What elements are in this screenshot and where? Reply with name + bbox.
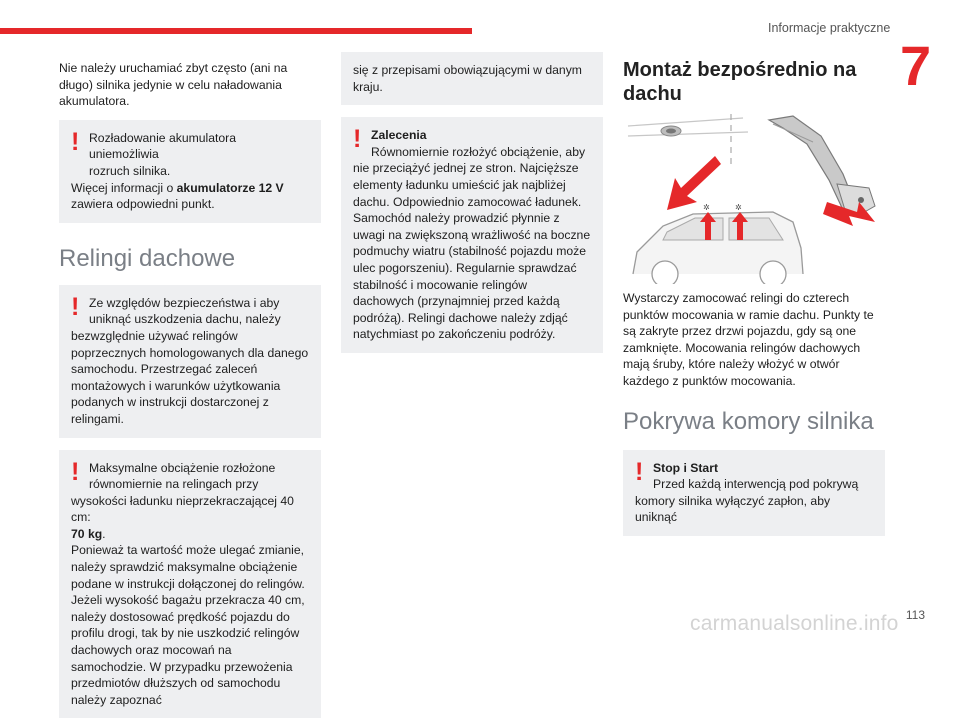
warning-text-line: Przed każdą interwencją pod pokrywą (635, 476, 873, 493)
title-line: dachu (623, 83, 682, 105)
header-red-bar (0, 28, 472, 34)
title-line: Montaż bezpośrednio na (623, 59, 856, 81)
warning-bold-text: akumulatorze 12 V (177, 181, 284, 195)
section-title-roof-rails: Relingi dachowe (59, 245, 321, 273)
svg-text:✲: ✲ (735, 203, 742, 212)
warning-box-continued (341, 52, 603, 105)
column-2 (341, 52, 603, 353)
warning-exclamation-icon: ! (71, 295, 79, 319)
roof-mount-illustration (623, 114, 885, 284)
warning-box-stop-start (623, 450, 885, 536)
warning-text: się z przepisami obowiązującymi w danym kraju. (353, 63, 582, 94)
warning-title: Stop i Start (635, 460, 873, 477)
recommendations-title: Zalecenia (353, 127, 591, 144)
warning-text: nie przeciążyć jednej ze stron. Najcięższe elementy ładunku umieścić jak najbliżej dachu. Odpowiednio zamocować ładunek. Samochód należy prowadzić płynnie z uwagi na zwiększoną wrażliwość na boczne podmuchy wiatru (stabilność pojazdu może ulec pogorszeniu). Regularnie sprawdzać stabilność i mocowanie relingów dachowych (przynajmniej przed każdą podróżą). Relingi dachowe należy zdjąć natychmiast po zakończeniu podróży. (353, 161, 590, 341)
warning-text: bezwzględnie używać relingów poprzecznych homologowanych dla danego samochodu. Przestrzegać zaleceń montażowych i warunków użytkowania podanych w instrukcji dostarczonej z relingami. (71, 329, 308, 426)
warning-text-line: Równomiernie rozłożyć obciążenie, aby (353, 144, 591, 161)
warning-text: wysokości ładunku nieprzekraczającej 40 cm: (71, 494, 294, 525)
watermark: carmanualsonline.info (690, 612, 899, 636)
warning-text: Ponieważ ta wartość może ulegać zmianie, należy sprawdzić maksymalne obciążenie podane w instrukcji dołączonej do relingów. Jeżeli wysokość bagażu przekracza 40 cm, należy dostosować prędkość pojazdu do profilu drogi, tak by nie uszkodzić relingów dachowych oraz mocowań na samochodzie. W przypadku przewożenia przedmiotów dłuższych od samochodu należy zapoznać (71, 543, 305, 706)
intro-paragraph: Nie należy uruchamiać zbyt często (ani na długo) silnika jedynie w celu naładowania akumulatora. (59, 60, 321, 110)
warning-text: . (102, 527, 105, 541)
warning-exclamation-icon: ! (353, 127, 361, 151)
header-title: Informacje praktyczne (768, 21, 890, 35)
warning-text-line: Ze względów bezpieczeństwa i aby (71, 295, 309, 312)
section-title-direct-mount (623, 58, 885, 106)
warning-box-max-load (59, 450, 321, 718)
max-load-value: 70 kg (71, 527, 102, 541)
warning-text: Więcej informacji o (71, 181, 177, 195)
warning-text-line: równomiernie na relingach przy (71, 476, 309, 493)
section-title-bonnet: Pokrywa komory silnika (623, 408, 885, 436)
warning-exclamation-icon: ! (71, 460, 79, 484)
svg-text:✲: ✲ (703, 203, 710, 212)
warning-exclamation-icon: ! (635, 460, 643, 484)
warning-exclamation-icon: ! (71, 130, 79, 154)
recommendations-box (341, 117, 603, 353)
column-1 (59, 60, 321, 718)
chapter-number: 7 (900, 38, 931, 94)
column-3 (623, 58, 885, 536)
warning-text: zawiera odpowiedni punkt. (71, 197, 215, 211)
warning-box-safety (59, 285, 321, 438)
warning-text-line: uniknąć uszkodzenia dachu, należy (71, 311, 309, 328)
warning-text-line: Maksymalne obciążenie rozłożone (71, 460, 309, 477)
warning-text-line: Rozładowanie akumulatora uniemożliwia (71, 130, 309, 163)
warning-text: komory silnika wyłączyć zapłon, aby uniknąć (635, 494, 830, 525)
page-number: 113 (906, 608, 925, 622)
direct-mount-paragraph: Wystarczy zamocować relingi do czterech punktów mocowania w ramie dachu. Punkty te są zakryte przez drzwi pojazdu, gdy są one zamknięte. Mocowania relingów dachowych mają śruby, które należy włożyć w otwór każdego z punktów mocowania. (623, 290, 885, 390)
warning-text-line: rozruch silnika. (71, 163, 309, 180)
warning-box-battery (59, 120, 321, 223)
